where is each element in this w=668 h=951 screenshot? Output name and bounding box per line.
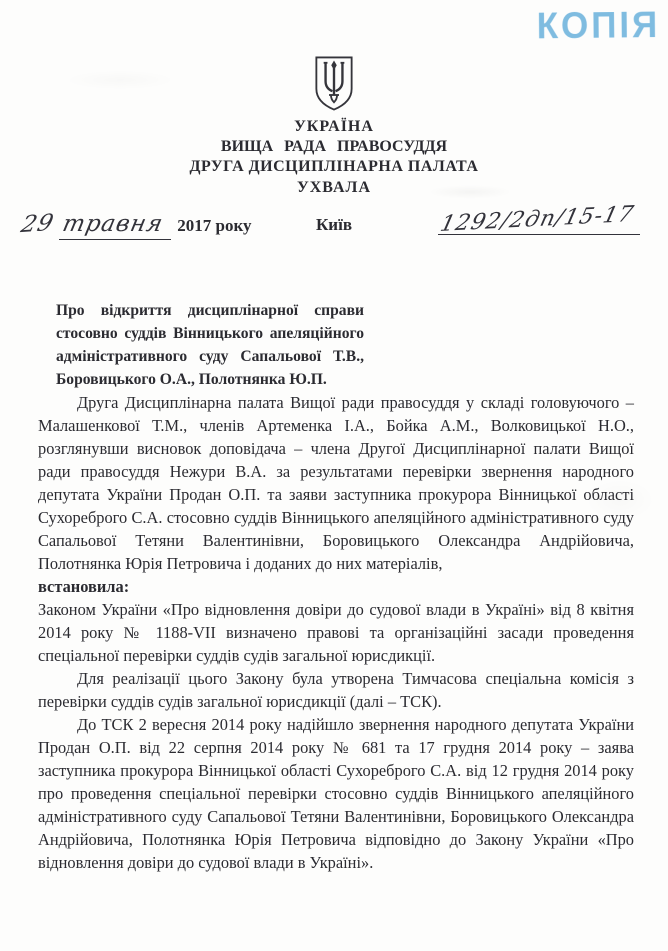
subject-paragraph: Про відкриття дисциплінарної справи стосовно суддів Вінницького апеляційного адміністративного суду Сапальової Т.В., Боровицького О.А., Полотнянка Ю.П. <box>56 302 364 388</box>
printed-year: 2017 року <box>177 216 252 235</box>
ukraine-trident-emblem-icon <box>311 55 357 112</box>
body-paragraph-2: Законом України «Про відновлення довіри до судової влади в Україні» від 8 квітня 2014 року № 1188-VII визначено правові та організаційні засади проведення спеціальної перевірки суддів судів загальної юрисдикції. <box>38 600 634 665</box>
document-date <box>18 209 252 240</box>
date-line <box>0 202 668 249</box>
case-number <box>437 202 640 237</box>
header-doc-type: УХВАЛА <box>297 179 371 196</box>
document-city: Київ <box>315 215 353 234</box>
header-country: УКРАЇНА <box>294 118 374 135</box>
handwritten-month: травня <box>60 211 167 237</box>
body-paragraph-1: Друга Дисциплінарна палата Вищої ради правосуддя у складі головуючого – Малашенкової Т.М., членів Артеменка І.А., Бойка А.М., Волковицької Н.О., розглянувши висновок доповідача – члена Другої Дисциплінарної палати Вищої ради правосуддя Нежури В.А. за результатами перевірки звернення народного депутата України Продан О.П. та заяви заступника прокурора Вінницької області Сухореброго С.А. стосовно суддів Вінницького апеляційного адміністративного суду Сапальової Тетяни Валентинівни, Боровицького Олександра Андрійовича, Полотнянка Юрія Петровича і доданих до них матеріалів, <box>38 393 634 573</box>
document-header <box>0 55 668 198</box>
body-paragraph-4: До ТСК 2 вересня 2014 року надійшло звернення народного депутата України Продан О.П. від 22 серпня 2014 року № 681 та 17 грудня 2014 року – заява заступника прокурора Вінницької області Сухореброго С.А. від 12 грудня 2014 року про проведення спеціальної перевірки стосовно суддів Вінницького апеляційного адміністративного суду Сапальової Тетяни Валентинівни, Боровицького Олександра Андрійовича, Полотнянка Юрія Петровича відповідно до Закону України «Про відновлення довіри до судової влади в Україні». <box>38 715 634 872</box>
document-body <box>0 391 668 874</box>
copy-stamp: КОПІЯ <box>536 4 661 47</box>
body-paragraph-3: Для реалізації цього Закону була утворена Тимчасова спеціальна комісія з перевірки суддів судів загальної юрисдикції (далі – ТСК). <box>38 669 634 711</box>
handwritten-day: 29 <box>18 209 57 239</box>
resolution-word: встановила: <box>38 577 130 596</box>
handwritten-case-number: 1292/2дп/15-17 <box>437 202 637 237</box>
header-chamber: ДРУГА ДИСЦИПЛІНАРНА ПАЛАТА <box>189 158 479 175</box>
header-organization: ВИЩА РАДА ПРАВОСУДДЯ <box>220 138 448 155</box>
